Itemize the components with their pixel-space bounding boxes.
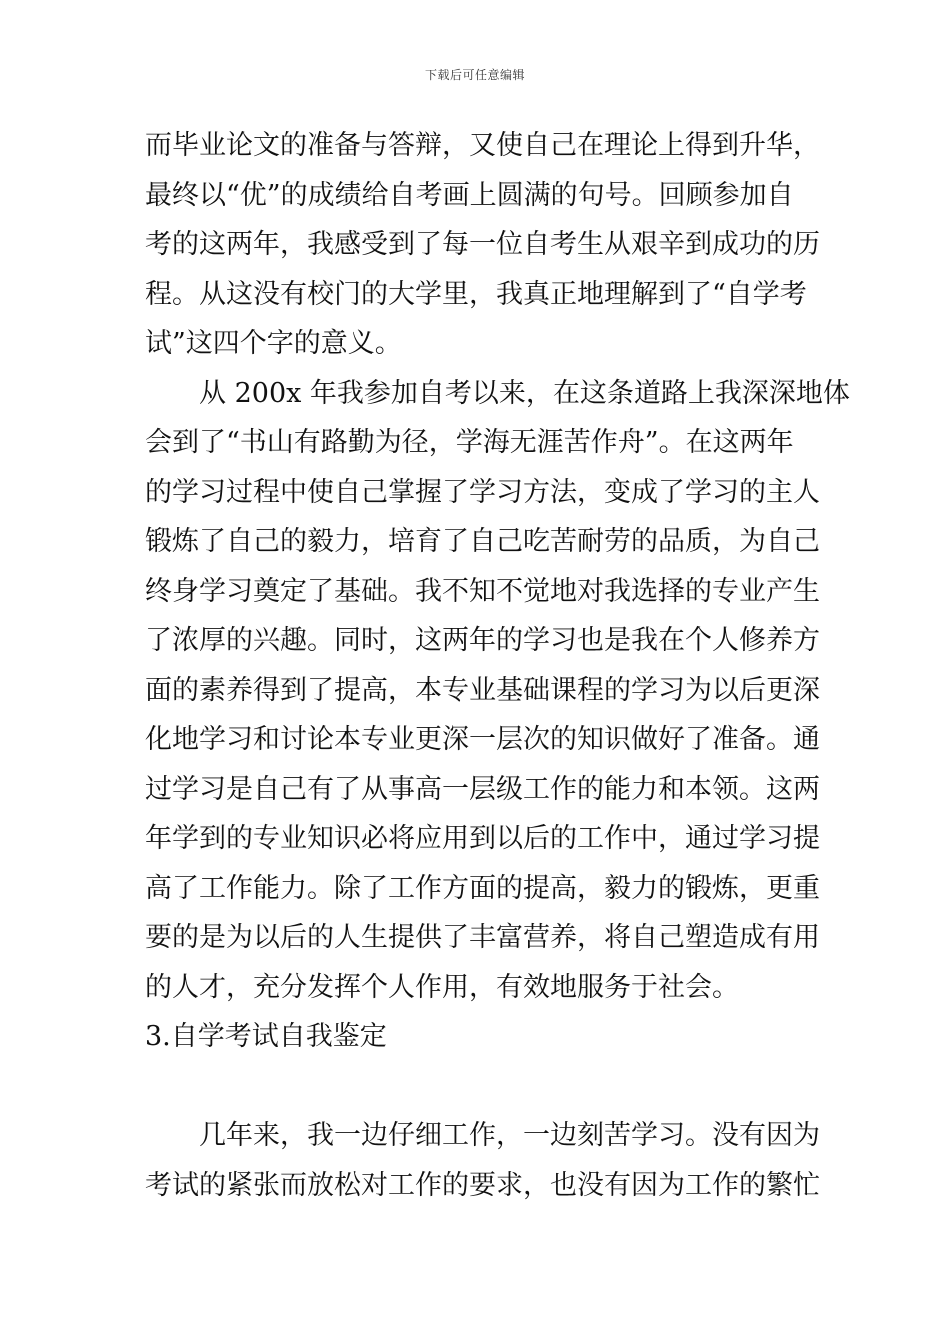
body-line: 过学习是自己有了从事高一层级工作的能力和本领。这两	[145, 774, 820, 805]
body-line: 要的是为以后的人生提供了丰富营养，将自己塑造成有用	[145, 922, 820, 953]
body-line: 而毕业论文的准备与答辩，又使自己在理论上得到升华，	[145, 130, 820, 161]
body-line: 考试的紧张而放松对工作的要求，也没有因为工作的繁忙	[145, 1170, 820, 1201]
body-line: 年学到的专业知识必将应用到以后的工作中，通过学习提	[145, 823, 820, 854]
paragraph-first-line: 从 200x 年我参加自考以来，在这条道路上我深深地体	[199, 378, 850, 409]
body-line: 的人才，充分发挥个人作用，有效地服务于社会。	[145, 972, 739, 1003]
section-heading: 3.自学考试自我鉴定	[145, 1021, 387, 1052]
paragraph-first-line: 几年来，我一边仔细工作，一边刻苦学习。没有因为	[199, 1120, 820, 1151]
body-line: 会到了“书山有路勤为径，学海无涯苦作舟”。在这两年	[145, 427, 794, 458]
body-line: 考的这两年，我感受到了每一位自考生从艰辛到成功的历	[145, 229, 820, 260]
body-line: 程。从这没有校门的大学里，我真正地理解到了“自学考	[145, 279, 807, 310]
body-line: 高了工作能力。除了工作方面的提高，毅力的锻炼，更重	[145, 873, 820, 904]
body-line: 面的素养得到了提高，本专业基础课程的学习为以后更深	[145, 675, 820, 706]
header-note: 下载后可任意编辑	[424, 68, 525, 82]
body-line: 化地学习和讨论本专业更深一层次的知识做好了准备。通	[145, 724, 820, 755]
body-line: 锻炼了自己的毅力，培育了自己吃苦耐劳的品质，为自己	[145, 526, 820, 557]
body-line: 了浓厚的兴趣。同时，这两年的学习也是我在个人修养方	[145, 625, 820, 656]
body-line: 试”这四个字的意义。	[145, 328, 402, 359]
body-line: 的学习过程中使自己掌握了学习方法，变成了学习的主人	[145, 477, 820, 508]
body-line: 终身学习奠定了基础。我不知不觉地对我选择的专业产生	[145, 576, 820, 607]
body-line: 最终以“优”的成绩给自考画上圆满的句号。回顾参加自	[145, 180, 794, 211]
